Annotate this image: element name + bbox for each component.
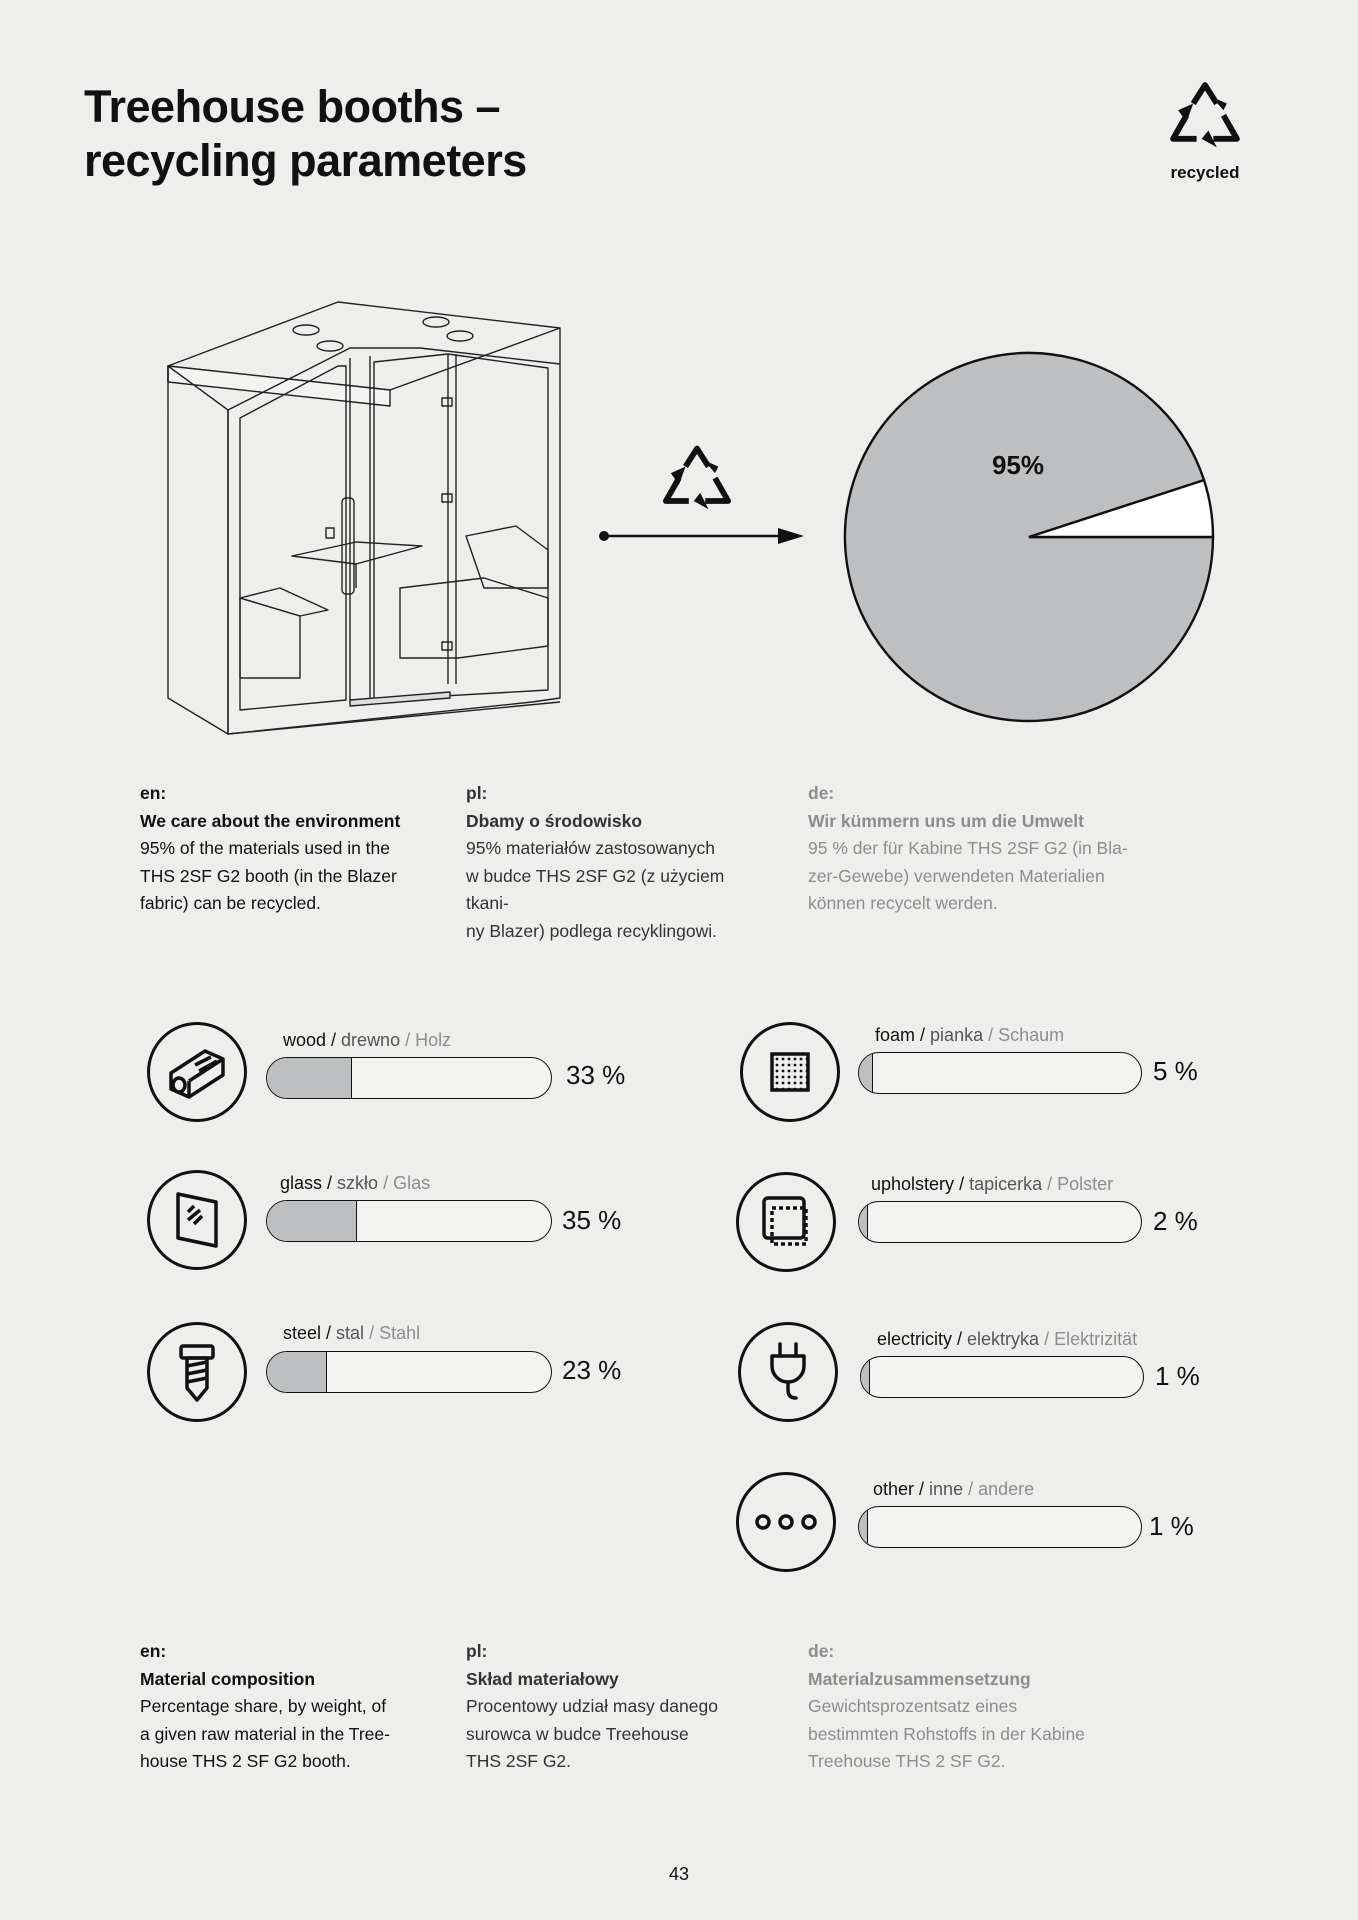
text-line: surowca w budce Treehouse: [466, 1723, 689, 1744]
lang-label: en:: [140, 783, 167, 803]
section-heading: Wir kümmern uns um die Umwelt: [808, 810, 1085, 831]
text-line: Procentowy udział masy danego: [466, 1696, 718, 1716]
material-label-other: other / inne / andere: [873, 1479, 1035, 1499]
glass-icon: [147, 1170, 247, 1270]
material-bar-upholstery: [858, 1201, 1142, 1243]
text-line: THS 2SF G2 booth (in the Blazer: [140, 865, 397, 886]
lang-label: de:: [808, 783, 835, 803]
text-line: w budce THS 2SF G2 (z użyciem tkani-: [466, 865, 725, 913]
composition-pl: [466, 1638, 766, 1776]
material-bar-other: [858, 1506, 1142, 1548]
text-line: können recycelt werden.: [808, 893, 998, 913]
about-pl: [466, 780, 766, 945]
wood-icon: [147, 1022, 247, 1122]
composition-de: [808, 1638, 1148, 1776]
section-heading: Materialzusammensetzung: [808, 1668, 1031, 1689]
title-line-2: recycling parameters: [84, 135, 527, 186]
material-label-upholstery: upholstery / tapicerka / Polster: [871, 1174, 1114, 1194]
text-line: THS 2SF G2.: [466, 1751, 572, 1771]
section-heading: Dbamy o środowisko: [466, 810, 643, 831]
text-line: fabric) can be recycled.: [140, 893, 321, 913]
material-label-glass: glass / szkło / Glas: [280, 1173, 431, 1193]
lang-label: en:: [140, 1641, 167, 1661]
title-line-1: Treehouse booths –: [84, 81, 501, 132]
material-label-steel: steel / stal / Stahl: [283, 1323, 421, 1343]
lang-label: pl:: [466, 783, 488, 803]
about-de: [808, 780, 1148, 918]
plug-icon: [738, 1322, 838, 1422]
recycle-icon: [1163, 78, 1247, 156]
material-label-foam: foam / pianka / Schaum: [875, 1025, 1065, 1045]
text-line: ny Blazer) podlega recyklingowi.: [466, 920, 717, 941]
material-label-electricity: electricity / elektryka / Elektrizität: [877, 1329, 1138, 1349]
recycled-caption: recycled: [1170, 163, 1240, 182]
text-line: Treehouse THS 2 SF G2.: [808, 1751, 1006, 1771]
text-line: Percentage share, by weight, of: [140, 1696, 387, 1716]
recycling-arrow: [592, 438, 812, 552]
lang-label: de:: [808, 1641, 835, 1661]
material-label-wood: wood / drewno / Holz: [283, 1030, 452, 1050]
composition-en: [140, 1638, 440, 1776]
text-line: bestimmten Rohstoffs in der Kabine: [808, 1723, 1085, 1744]
text-line: Gewichtsprozentsatz eines: [808, 1696, 1018, 1716]
pie-label: 95%: [991, 450, 1045, 480]
material-percent-foam: 5 %: [1153, 1056, 1198, 1086]
section-heading: We care about the environment: [140, 810, 401, 831]
upholstery-icon: [736, 1172, 836, 1272]
material-bar-wood: [266, 1057, 552, 1099]
page-title: [84, 80, 527, 188]
text-line: 95 % der für Kabine THS 2SF G2 (in Bla-: [808, 838, 1128, 858]
section-heading: Skład materiałowy: [466, 1668, 619, 1689]
material-percent-upholstery: 2 %: [1153, 1206, 1198, 1236]
foam-icon: [740, 1022, 840, 1122]
recycling-pie-chart: [842, 350, 1216, 724]
material-bar-foam: [858, 1052, 1142, 1094]
material-percent-glass: 35 %: [562, 1205, 622, 1235]
text-line: a given raw material in the Tree-: [140, 1723, 390, 1744]
dots-icon: [736, 1472, 836, 1572]
material-bar-glass: [266, 1200, 552, 1242]
material-bar-steel: [266, 1351, 552, 1393]
text-line: house THS 2 SF G2 booth.: [140, 1751, 351, 1771]
about-en: [140, 780, 440, 918]
material-percent-wood: 33 %: [566, 1060, 626, 1090]
recycled-badge: [1160, 78, 1250, 183]
section-heading: Material composition: [140, 1668, 316, 1689]
material-bar-electricity: [860, 1356, 1144, 1398]
text-line: zer-Gewebe) verwendeten Materialien: [808, 865, 1105, 886]
recycle-icon: [666, 449, 728, 510]
text-line: 95% of the materials used in the: [140, 838, 391, 858]
booth-illustration: [160, 298, 570, 738]
lang-label: pl:: [466, 1641, 488, 1661]
text-line: 95% materiałów zastosowanych: [466, 838, 716, 858]
material-percent-steel: 23 %: [562, 1355, 622, 1385]
material-percent-electricity: 1 %: [1155, 1361, 1200, 1391]
material-percent-other: 1 %: [1149, 1511, 1194, 1541]
screw-icon: [147, 1322, 247, 1422]
page-number: 43: [668, 1864, 690, 1884]
